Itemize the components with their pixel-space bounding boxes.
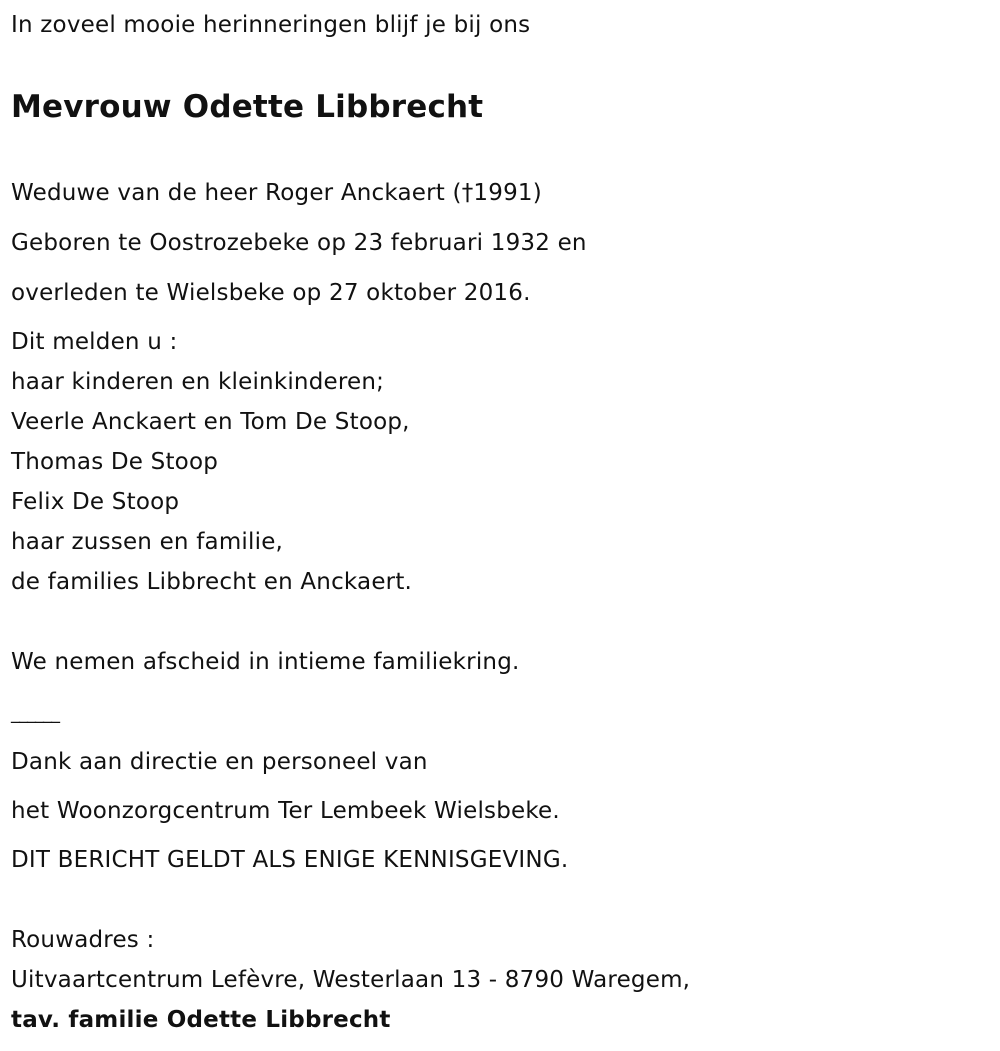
announcers-intro: Dit melden u :	[11, 329, 178, 355]
farewell: We nemen afscheid in intieme familiekring.	[11, 649, 520, 675]
announcer-line: Felix De Stoop	[11, 489, 180, 515]
address-attention: tav. familie Odette Libbrecht	[11, 1007, 391, 1033]
announcer-line: haar zussen en familie,	[11, 529, 284, 555]
thanks-line: het Woonzorgcentrum Ter Lembeek Wielsbeke.	[11, 798, 560, 824]
motto: In zoveel mooie herinneringen blijf je bij ons	[11, 12, 531, 38]
address-label: Rouwadres :	[11, 927, 155, 953]
separator: ______	[11, 703, 59, 724]
page-title: Mevrouw Odette Libbrecht	[11, 89, 484, 125]
announcer-line: de families Libbrecht en Anckaert.	[11, 569, 413, 595]
thanks-line: Dank aan directie en personeel van	[11, 749, 428, 775]
announcer-line: Thomas De Stoop	[11, 449, 219, 475]
announcer-line: haar kinderen en kleinkinderen;	[11, 369, 385, 395]
bio-died: overleden te Wielsbeke op 27 oktober 2016.	[11, 280, 531, 306]
announcer-line: Veerle Anckaert en Tom De Stoop,	[11, 409, 410, 435]
bio-born: Geboren te Oostrozebeke op 23 februari 1932 en	[11, 230, 587, 256]
bio-widow: Weduwe van de heer Roger Anckaert (†1991)	[11, 180, 542, 206]
address-line: Uitvaartcentrum Lefèvre, Westerlaan 13 - 8790 Waregem,	[11, 967, 691, 993]
notice-line: DIT BERICHT GELDT ALS ENIGE KENNISGEVING.	[11, 847, 569, 873]
